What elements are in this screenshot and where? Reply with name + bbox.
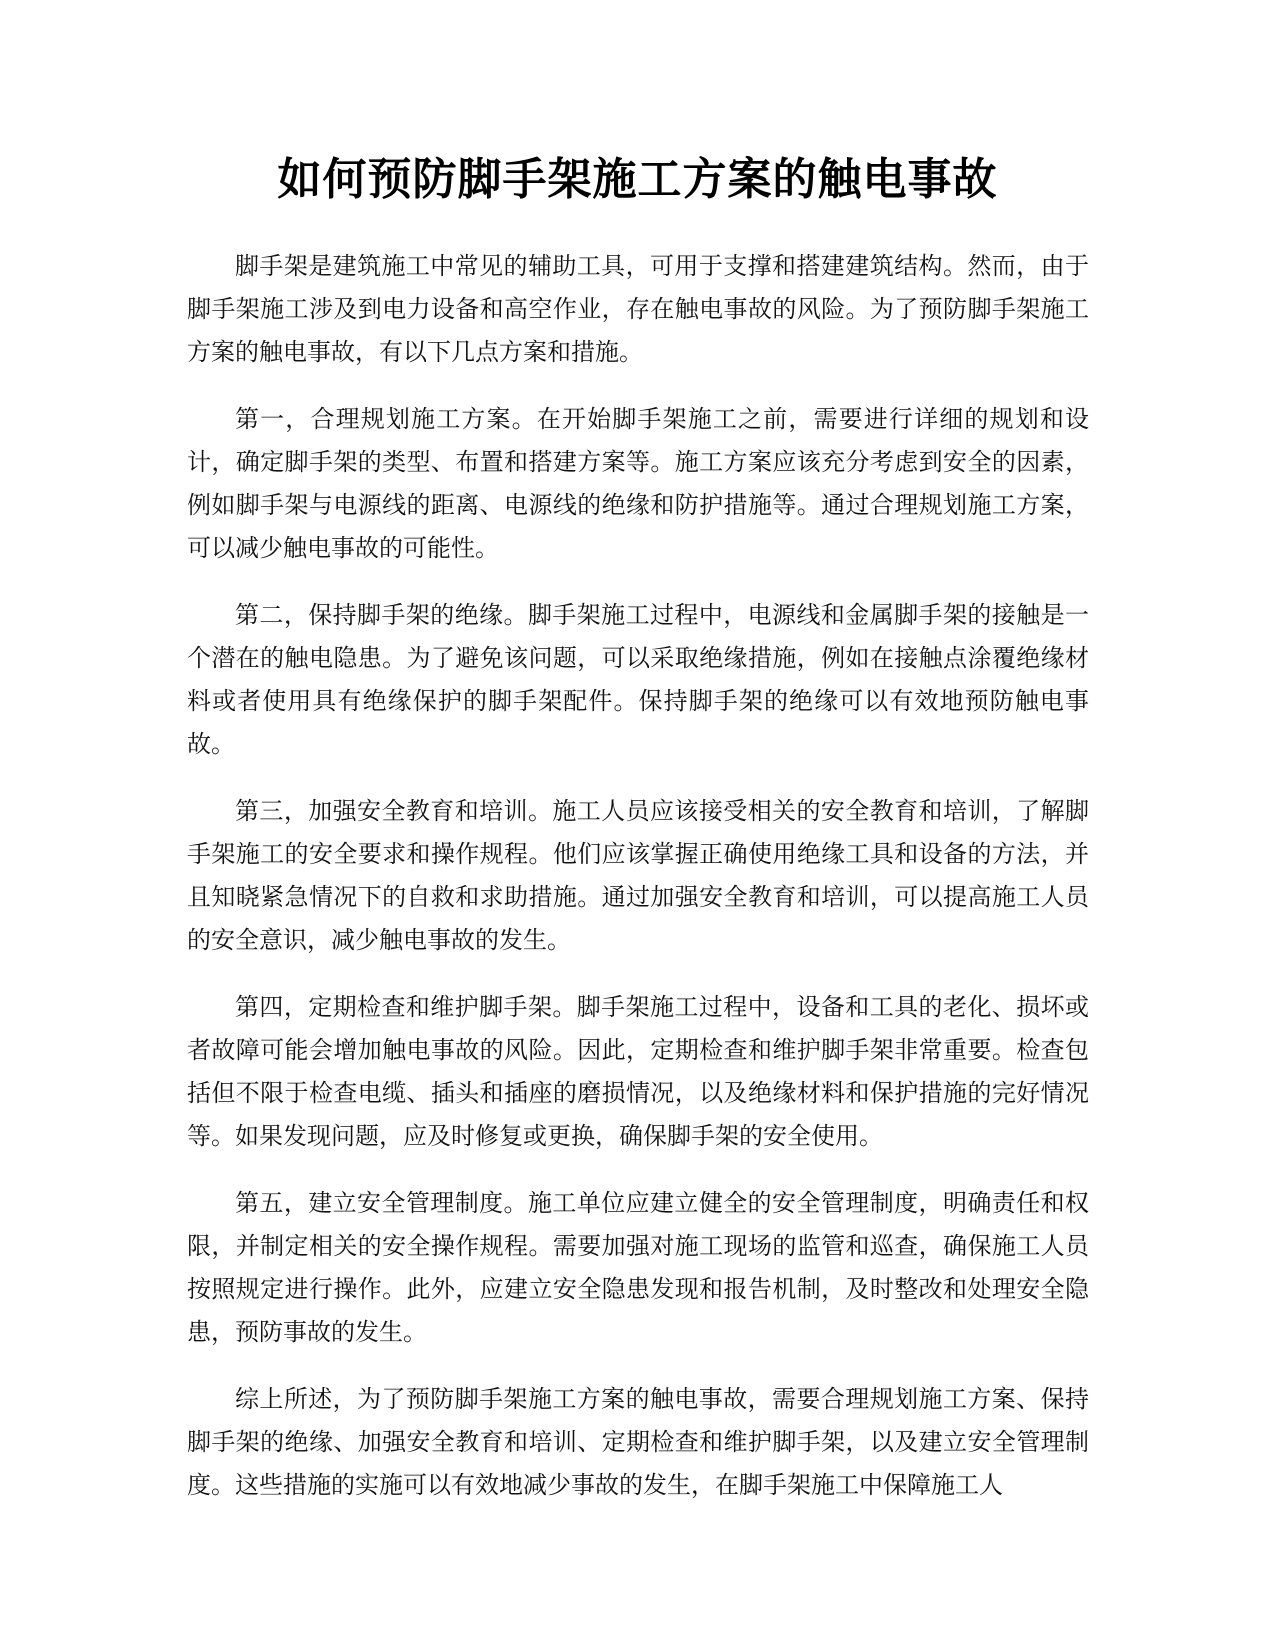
paragraph-point-1: 第一，合理规划施工方案。在开始脚手架施工之前，需要进行详细的规划和设计，确定脚手架的类型、布置和搭建方案等。施工方案应该充分考虑到安全的因素，例如脚手架与电源线的距离、电源线的绝缘和防护措施等。通过合理规划施工方案，可以减少触电事故的可能性。 bbox=[187, 405, 1089, 562]
paragraph-summary: 综上所述，为了预防脚手架施工方案的触电事故，需要合理规划施工方案、保持脚手架的绝缘、加强安全教育和培训、定期检查和维护脚手架，以及建立安全管理制度。这些措施的实施可以有效地减少事故的发生，在脚手架施工中保障施工人 bbox=[187, 1385, 1089, 1499]
paragraph-point-5: 第五，建立安全管理制度。施工单位应建立健全的安全管理制度，明确责任和权限，并制定相关的安全操作规程。需要加强对施工现场的监管和巡查，确保施工人员按照规定进行操作。此外，应建立安全隐患发现和报告机制，及时整改和处理安全隐患，预防事故的发生。 bbox=[187, 1189, 1089, 1346]
paragraph-point-2: 第二，保持脚手架的绝缘。脚手架施工过程中，电源线和金属脚手架的接触是一个潜在的触电隐患。为了避免该问题，可以采取绝缘措施，例如在接触点涂覆绝缘材料或者使用具有绝缘保护的脚手架配件。保持脚手架的绝缘可以有效地预防触电事故。 bbox=[187, 601, 1089, 758]
paragraph-point-4: 第四，定期检查和维护脚手架。脚手架施工过程中，设备和工具的老化、损坏或者故障可能会增加触电事故的风险。因此，定期检查和维护脚手架非常重要。检查包括但不限于检查电缆、插头和插座的磨损情况，以及绝缘材料和保护措施的完好情况等。如果发现问题，应及时修复或更换，确保脚手架的安全使用。 bbox=[187, 993, 1089, 1150]
paragraph-intro: 脚手架是建筑施工中常见的辅助工具，可用于支撑和搭建建筑结构。然而，由于脚手架施工涉及到电力设备和高空作业，存在触电事故的风险。为了预防脚手架施工方案的触电事故，有以下几点方案和措施。 bbox=[187, 252, 1089, 366]
paragraph-point-3: 第三，加强安全教育和培训。施工人员应该接受相关的安全教育和培训，了解脚手架施工的安全要求和操作规程。他们应该掌握正确使用绝缘工具和设备的方法，并且知晓紧急情况下的自救和求助措施。通过加强安全教育和培训，可以提高施工人员的安全意识，减少触电事故的发生。 bbox=[187, 797, 1089, 954]
document-title: 如何预防脚手架施工方案的触电事故 bbox=[277, 154, 998, 205]
document-body bbox=[187, 245, 1089, 1531]
